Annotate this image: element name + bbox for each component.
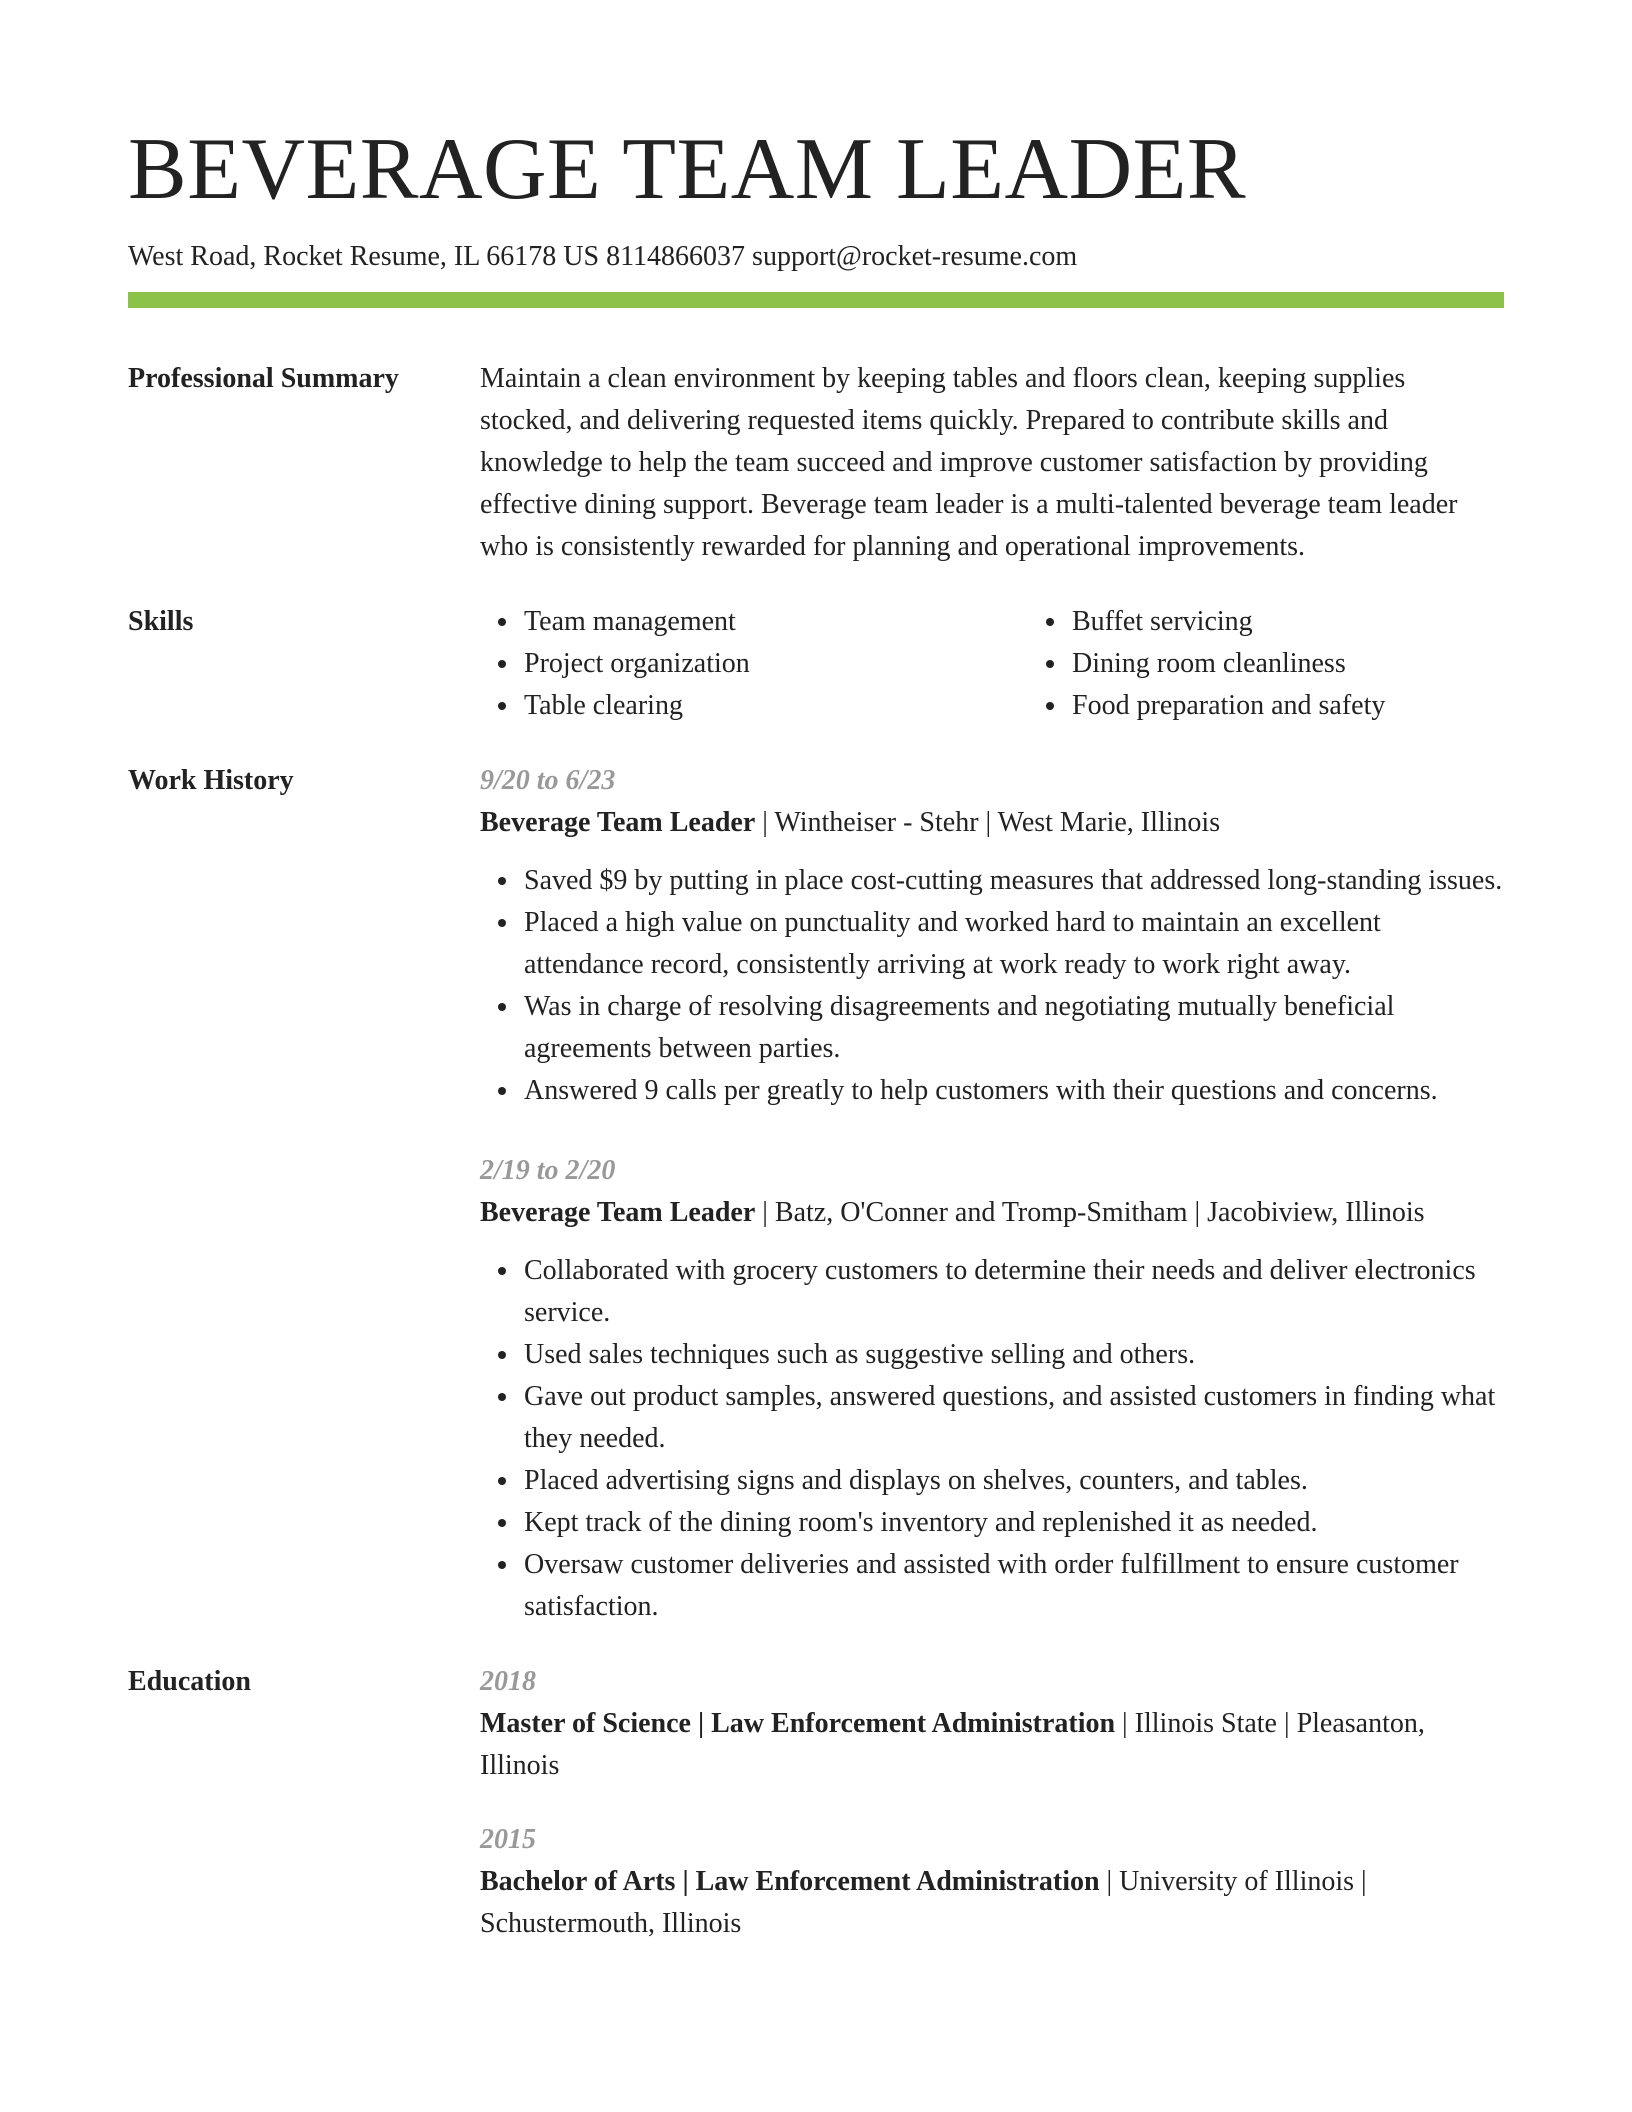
job-duties-list — [480, 860, 1504, 1112]
skills-section — [128, 601, 1504, 727]
skill-item: Team management — [524, 601, 1028, 643]
job-duty: Placed advertising signs and displays on shelves, counters, and tables. — [524, 1460, 1504, 1502]
degree-name: Master of Science | Law Enforcement Administration — [480, 1708, 1116, 1739]
job-employer-location: | Batz, O'Conner and Tromp-Smitham | Jacobiview, Illinois — [755, 1197, 1425, 1228]
job-duty: Used sales techniques such as suggestive selling and others. — [524, 1334, 1504, 1376]
education-section — [128, 1661, 1504, 1945]
section-label-skills: Skills — [128, 606, 194, 637]
education-year: 2018 — [480, 1666, 536, 1697]
skill-item: Buffet servicing — [1072, 601, 1576, 643]
job-duties-list — [480, 1250, 1504, 1628]
school-location: | University of Illinois | Schustermouth, Illinois — [480, 1866, 1367, 1939]
skills-list-left — [480, 601, 1028, 727]
job-duty: Was in charge of resolving disagreements and negotiating mutually beneficial agreements between parties. — [524, 986, 1504, 1070]
skill-item: Food preparation and safety — [1072, 685, 1576, 727]
job-employer-location: | Wintheiser - Stehr | West Marie, Illinois — [755, 807, 1221, 838]
education-details — [480, 1703, 1504, 1787]
job-title: Beverage Team Leader — [480, 1197, 756, 1228]
skill-item: Project organization — [524, 643, 1028, 685]
job-title-line — [480, 802, 1504, 844]
job-duty: Kept track of the dining room's inventory and replenished it as needed. — [524, 1502, 1504, 1544]
education-entry — [480, 1661, 1504, 1787]
section-label-summary: Professional Summary — [128, 363, 399, 394]
job-duty: Gave out product samples, answered questions, and assisted customers in finding what they needed. — [524, 1376, 1504, 1460]
education-year: 2015 — [480, 1824, 536, 1855]
candidate-name: BEVERAGE TEAM LEADER — [128, 121, 1247, 218]
header-divider — [128, 292, 1504, 308]
job-title: Beverage Team Leader — [480, 807, 756, 838]
job-entry — [480, 1150, 1504, 1628]
job-entry — [480, 760, 1504, 1112]
job-duty: Placed a high value on punctuality and worked hard to maintain an excellent attendance record, consistently arriving at work ready to work right away. — [524, 902, 1504, 986]
job-duty: Answered 9 calls per greatly to help customers with their questions and concerns. — [524, 1070, 1504, 1112]
section-label-education: Education — [128, 1666, 251, 1697]
education-details — [480, 1861, 1504, 1945]
job-title-line — [480, 1192, 1504, 1234]
degree-name: Bachelor of Arts | Law Enforcement Administration — [480, 1866, 1100, 1897]
resume-page — [128, 0, 1504, 1945]
job-duty: Saved $9 by putting in place cost-cutting measures that addressed long-standing issues. — [524, 860, 1504, 902]
skill-item: Table clearing — [524, 685, 1028, 727]
work-history-section — [128, 760, 1504, 1628]
summary-section — [128, 358, 1504, 568]
job-dates: 2/19 to 2/20 — [480, 1155, 616, 1186]
education-entry — [480, 1819, 1504, 1945]
skill-item: Dining room cleanliness — [1072, 643, 1576, 685]
job-dates: 9/20 to 6/23 — [480, 765, 616, 796]
job-duty: Oversaw customer deliveries and assisted with order fulfillment to ensure customer satisfaction. — [524, 1544, 1504, 1628]
skills-list-right — [1028, 601, 1576, 727]
school-location: | Illinois State | Pleasanton, Illinois — [480, 1708, 1425, 1781]
job-duty: Collaborated with grocery customers to determine their needs and deliver electronics service. — [524, 1250, 1504, 1334]
contact-line: West Road, Rocket Resume, IL 66178 US 8114866037 support@rocket-resume.com — [128, 241, 1078, 272]
section-label-work-history: Work History — [128, 765, 294, 796]
summary-text: Maintain a clean environment by keeping tables and floors clean, keeping supplies stocked, and delivering requested items quickly. Prepared to contribute skills and knowledge to help the team succeed and improve customer satisfaction by providing effective dining support. Beverage team leader is a multi-talented beverage team leader who is consistently rewarded for planning and operational improvements. — [480, 363, 1458, 562]
